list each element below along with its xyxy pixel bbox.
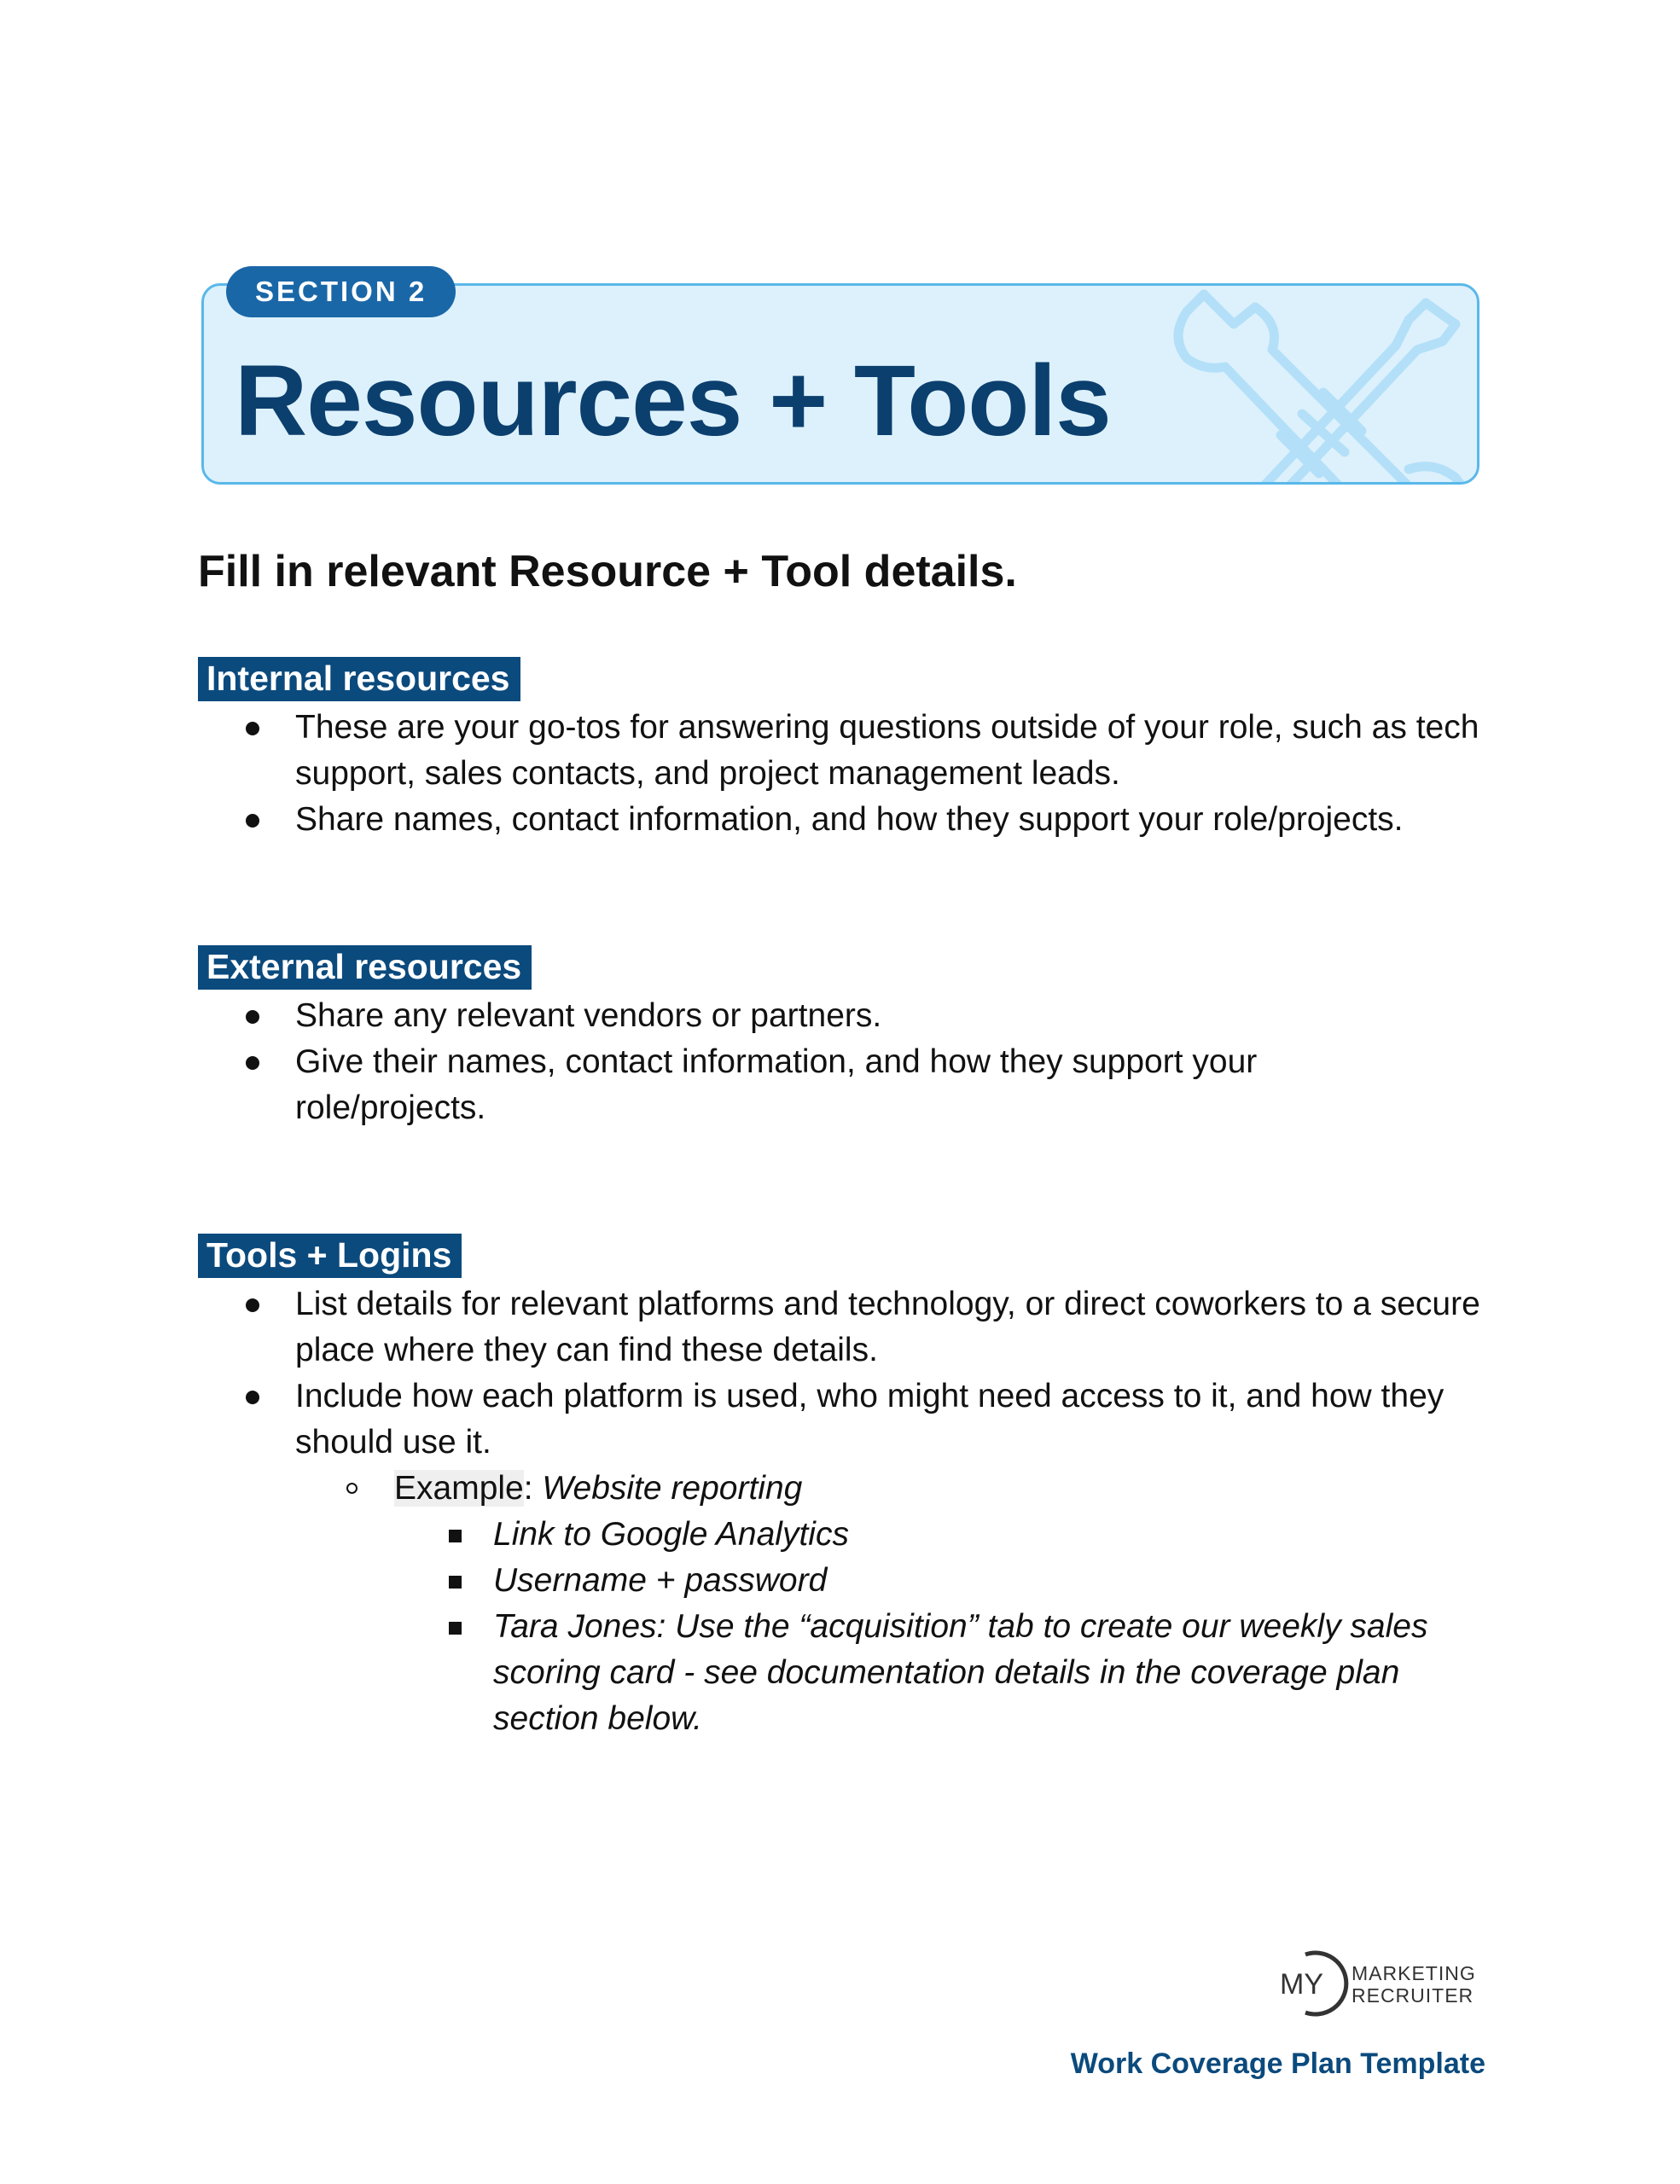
logo-wordmark: MARKETING RECRUITER <box>1352 1962 1476 2007</box>
tools-logins-section <box>198 1234 1495 1742</box>
list-item: Include how each platform is used, who might need access to it, and how they should use it. Example: Website reporting Link to Google Analytics Username + password Tara Jones: Use the “acquisition” tab to create our weekly sales scoring card - see documentation details in the coverage plan section below. <box>198 1374 1495 1742</box>
bullet-icon <box>246 1391 259 1404</box>
list-item: Tara Jones: Use the “acquisition” tab to create our weekly sales scoring card - see documentation details in the coverage plan section below. <box>394 1604 1495 1742</box>
square-bullet-icon <box>449 1530 462 1542</box>
sub-list <box>295 1466 1495 1742</box>
instructions-heading: Fill in relevant Resource + Tool details. <box>198 547 1017 596</box>
bullet-icon <box>246 1298 259 1312</box>
sub-sub-list <box>394 1512 1495 1742</box>
list-item: These are your go-tos for answering questions outside of your role, such as tech support, sales contacts, and project management leads. <box>198 705 1495 797</box>
list-item: Share names, contact information, and how they support your role/projects. <box>198 797 1495 843</box>
page-title: Resources + Tools <box>235 345 1111 457</box>
section-tag: External resources <box>198 945 532 990</box>
list-item: Give their names, contact information, and how they support your role/projects. <box>198 1039 1375 1131</box>
bullet-icon <box>246 814 259 828</box>
list-item: Username + password <box>394 1558 1495 1604</box>
logo-mark: MY <box>1280 1968 1323 2001</box>
list-item: List details for relevant platforms and technology, or direct coworkers to a secure place where they can find these details. <box>198 1281 1495 1374</box>
bullet-icon <box>246 1056 259 1070</box>
hollow-bullet-icon <box>346 1483 358 1494</box>
list-item: Share any relevant vendors or partners. <box>198 993 1375 1039</box>
section-tag: Internal resources <box>198 657 520 701</box>
bullet-icon <box>246 1010 259 1024</box>
bullet-list <box>198 993 1375 1131</box>
section-badge: SECTION 2 <box>226 266 456 317</box>
internal-resources-section <box>198 657 1495 843</box>
bullet-icon <box>246 722 259 735</box>
external-resources-section <box>198 945 1375 1131</box>
document-footer-title: Work Coverage Plan Template <box>1070 2048 1485 2080</box>
square-bullet-icon <box>449 1576 462 1589</box>
bullet-list <box>198 1281 1495 1742</box>
bullet-list <box>198 705 1495 843</box>
section-tag: Tools + Logins <box>198 1234 462 1278</box>
list-item: Link to Google Analytics <box>394 1512 1495 1558</box>
example-item: Example: Website reporting Link to Google Analytics Username + password Tara Jones: Use the “acquisition” tab to create our weekly sales scoring card - see documentation details in the coverage plan section below. <box>295 1466 1495 1742</box>
wrench-screwdriver-icon <box>1153 286 1477 485</box>
square-bullet-icon <box>449 1622 462 1635</box>
